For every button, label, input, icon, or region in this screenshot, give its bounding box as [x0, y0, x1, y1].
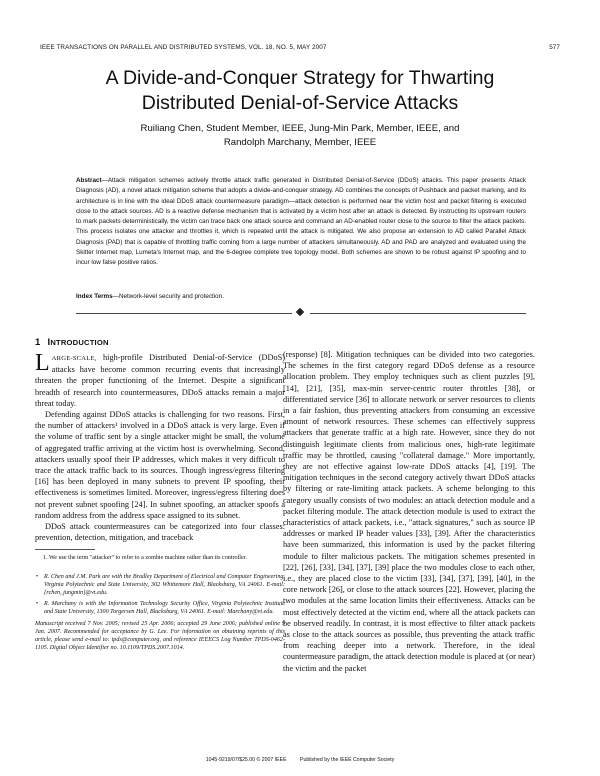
right-column [283, 349, 535, 674]
bullet-icon: • [36, 600, 39, 607]
title-line-1: A Divide-and-Conquer Strategy for Thwarting [105, 67, 495, 89]
bullet-icon: • [36, 573, 39, 580]
affiliation-note-1 [35, 573, 285, 597]
author-list [40, 122, 560, 150]
divider-line-right [310, 313, 526, 314]
divider-line-left [76, 313, 292, 314]
index-terms [76, 292, 526, 302]
paper-title [40, 66, 560, 116]
section-heading [35, 337, 109, 348]
section-title-rest: NTRODUCTION [50, 338, 109, 347]
affiliation-note-2 [35, 600, 285, 616]
abstract [76, 176, 526, 269]
right-paragraph-1: (response) [8]. Mitigation techniques can be divided into two categories. The schemes in the first category regard DDoS defense as a resource allocation problem. They employ techniques such as client puzzles [9], [14], [21], [35], max-min server-centric router throttles [38], or differentiated service [36] to allocate network or server resources to clients in a fair fashion, thus preventing attackers from consuming an excessive amount of network resources. These schemes can effectively suppress attackers that generate traffic at a high rate. However, since they do not distinguish legitimate clients from malicious ones, high-rate legitimate traffic may be throttled, causing "collateral damage." More importantly, they are not effective against low-rate DDoS attacks [4], [19]. The mitigation techniques in the second category actively thwart DDoS attacks by filtering or rate-limiting attack packets. A scheme belonging to this category usually consists of two modules: an attack detection module and a packet filtering module. The attack detection module is used to extract the characteristics of attack packets, i.e., "attack signatures," such as source IP addresses or marked IP header values [33], [39]. After the characteristics have been summarized, this information is used by the packet filtering module to filter malicious packets. The mitigation schemes presented in [22], [26], [33], [34], [37], [39] place the two modules close to each other, i.e., they are placed close to the victim [33], [34], [37], [39], [40], in the core network [26], or close to the attack sources [22]. However, placing the two modules at the same location limits their effectiveness. Attacks can be most effectively detected at the victim end, where all the attack packets can be observed readily. In contrast, it is most effective to filter attack packets as close to the attack sources as possible, thus preventing the attack traffic from reaching deeper into a network. Therefore, in the ideal countermeasure paradigm, the attack detection module is placed at (or near) the victim and the packet [283, 350, 535, 673]
authors-line-2: Randolph Marchany, Member, IEEE [223, 137, 377, 148]
intro-paragraph-3: DDoS attack countermeasures can be categorized into four classes: prevention, detection, mitigation, and traceback [35, 522, 285, 543]
page-number: 577 [549, 44, 560, 51]
spacer [35, 563, 285, 570]
section-divider [76, 309, 526, 317]
manuscript-info: Manuscript received 7 Nov. 2005; revised 25 Apr. 2006; accepted 29 June 2006; published online 9 Jan. 2007. Recommended for acceptance by G. Lee. For information on obtaining reprints of this article, please send e-mail to: tpds@computer.org, and reference IEEECS Log Number TPDS-0462-1105. Digital Object Identifier no. 10.1109/TPDS.2007.1014. [35, 621, 285, 652]
footer-publisher: Published by the IEEE Computer Society [300, 757, 395, 763]
intro-paragraph-2: Defending against DDoS attacks is challenging for two reasons. First, the number of attackers¹ involved in a DDoS attack is very large. Even if the volume of traffic sent by a single attacker might be small, the volume of aggregated traffic arriving at the victim host is overwhelming. Second, attackers usually spoof their IP addresses, which makes it very difficult to trace the attack traffic back to its sources. Though ingress/egress filtering [16] has been deployed in many subnets to prevent IP spoofing, their effectiveness is sometimes limited. Moreover, ingress/egress filtering does not prevent subnet spoofing [24]. In subnet spoofing, an attacker spoofs a random address from the address space assigned to its subnet. [35, 410, 285, 520]
footer-code: 1045-9219/07/$25.00 © 2007 IEEE [205, 757, 287, 763]
index-terms-label: Index Terms [76, 293, 113, 300]
affiliation-note-2-text: R. Marchany is with the Information Technology Security Office, Virginia Polytechnic Institute and State University, 1300 Torgersen Hall, Blacksburg, VA 24061. E-mail: Marchany@vt.edu. [44, 600, 285, 615]
journal-header: IEEE TRANSACTIONS ON PARALLEL AND DISTRIBUTED SYSTEMS, VOL. 18, NO. 5, MAY 2007 [40, 44, 327, 51]
footnote: 1. We use the term "attacker" to refer to a zombie machine rather than its controller. [43, 555, 247, 562]
footnote-rule [35, 549, 95, 550]
intro-paragraph-1 [35, 352, 285, 409]
section-number: 1 [35, 337, 41, 348]
title-line-2: Distributed Denial-of-Service Attacks [141, 92, 459, 114]
index-terms-text: —Network-level security and protection. [112, 293, 224, 300]
left-column [35, 352, 285, 652]
running-head [40, 44, 560, 56]
section-title-initial: I [47, 337, 51, 348]
abstract-text: —Attack mitigation schemes actively throttle attack traffic generated in Distributed Denial-of-Service (DDoS) attacks. This paper presents Attack Diagnosis (AD), a novel attack mitigation scheme that adopts a divide-and-conquer strategy. AD combines the concepts of Pushback and packet marking, and its architecture is in line with the ideal DDoS attack countermeasure paradigm—attack detection is performed near the victim host and packet filtering is executed close to the attack sources. AD is a reactive defense mechanism that is activated by a victim host after an attack is detected. By instructing its upstream routers to mark packets deterministically, the victim can trace back one attack source and command an AD-enabled router close to the source to filter the attack packets. This process isolates one attacker and throttles it, which is repeated until the attack is mitigated. We also propose an extension to AD called Parallel Attack Diagnosis (PAD) that is capable of throttling traffic coming from a large number of attackers simultaneously. AD and PAD are analyzed and evaluated using the Skitter Internet map, Lumeta's Internet map, and the 6-degree complete tree topology model. Both schemes are shown to be robust against IP spoofing and to incur low false positive ratios. [76, 177, 526, 267]
page-footer [40, 757, 560, 763]
diamond-icon [296, 308, 304, 316]
abstract-label: Abstract [76, 177, 102, 184]
affiliation-note-1-text: R. Chen and J.M. Park are with the Bradley Department of Electrical and Computer Engineering, Virginia Polytechnic and State University, 302 Whittemore Hall, Blacksburg, VA 24061. E-mail: {rchen, jungmin}@vt.edu. [44, 573, 285, 596]
drop-cap: L [35, 350, 50, 376]
authors-line-1: Ruiliang Chen, Student Member, IEEE, Jung-Min Park, Member, IEEE, and [140, 123, 460, 134]
intro-smallcaps: ARGE-SCALE, [51, 355, 97, 362]
intro-paragraph-1-text: high-profile Distributed Denial-of-Service (DDoS) attacks have become common recurring events that increasingly threaten the proper functioning of the Internet. Despite a significant breadth of research into countermeasures, DDoS attacks remain a major threat today. [35, 353, 285, 408]
